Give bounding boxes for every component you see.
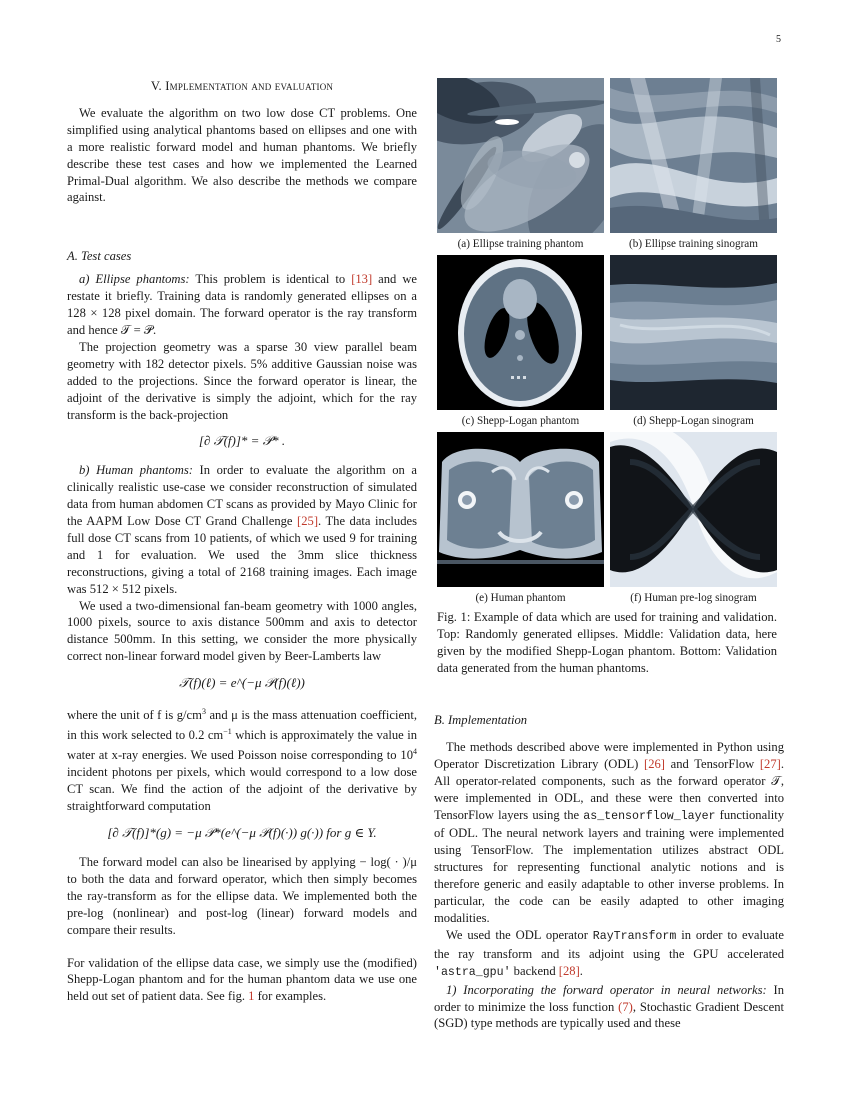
text-run: .	[579, 963, 583, 978]
implementation-paragraph-3	[434, 982, 784, 1033]
text-run: for examples.	[254, 989, 327, 1004]
equation-beer-lambert: 𝒯(f)(ℓ) = e^(−μ 𝒫(f)(ℓ))	[179, 675, 305, 691]
ellipse-paragraph-1	[67, 271, 417, 339]
human-sinogram-image	[610, 432, 777, 587]
human-phantom-image	[437, 432, 604, 587]
text-run: . All operator-related components, such as the forward operator 𝒯, were implemented in ODL, and these were then converted into TensorFlow layers using the	[434, 756, 784, 822]
superscript: 4	[413, 747, 417, 757]
equation-link[interactable]: (7)	[618, 999, 633, 1014]
text-run: functionality of ODL. The neural network layers and training were implemented using TensorFlow. The implementation utilizes abstract ODL structures for representing functional analytic notions and is therefore generic and easily adaptable to other inverse problems. In particular, the code can be easily adapted to other imaging modalities.	[434, 807, 784, 925]
superscript: 3	[201, 707, 206, 717]
subsection-b-title: B. Implementation	[434, 713, 528, 727]
text-run: incident photons per pixels, which would correspond to a low dose CT scan. We find the action of the adjoint of the derivative by straightforward computation	[67, 765, 417, 814]
subfigure-label: (f) Human pre-log sinogram	[630, 592, 757, 604]
subfigure-label: (a) Ellipse training phantom	[457, 238, 584, 250]
code-span: 'astra_gpu'	[434, 965, 511, 979]
subfigure-f	[610, 432, 777, 609]
code-span: RayTransform	[592, 929, 677, 943]
text-run: and μ is the mass attenuation coefficient, in this work selected to 0.2 cm	[67, 708, 417, 743]
citation-link[interactable]: [26]	[644, 756, 665, 771]
text-run: . The data includes full dose CT scans from 10 patients, of which we used 9 for training and 1 for evaluation. We used the 3mm slice thickness reconstructions, giving a total of 2168 training images. Each image was 512 × 512 pixels.	[67, 514, 417, 596]
implementation-paragraph-2	[434, 927, 784, 982]
subfigure-a	[437, 78, 604, 255]
equation-derivative-adjoint: [∂ 𝒯(f)]*(g) = −μ 𝒫*(e^(−μ 𝒫(f)(·)) g(·)) for g ∈ Y.	[107, 825, 377, 841]
text-run: In order to evaluate the algorithm on a clinically realistic use-case we consider reconstruction of simulated data from human abdomen CT scans as provided by Mayo Clinic for the AAPM Low Dose CT Grand Challenge	[67, 463, 417, 529]
subfigure-c	[437, 255, 604, 432]
page-number: 5	[776, 34, 781, 45]
equation-adjoint: [∂ 𝒯(f)]* = 𝒫* .	[198, 433, 286, 449]
ellipse-phantom-image	[437, 78, 604, 233]
citation-link[interactable]: [25]	[297, 514, 319, 529]
text-run: We used the ODL operator	[446, 927, 593, 942]
implementation-paragraph-1	[434, 739, 784, 927]
section-title	[67, 78, 417, 95]
subfigure-label: (c) Shepp-Logan phantom	[461, 415, 580, 427]
shepp-logan-sinogram-image	[610, 255, 777, 410]
code-span: as_tensorflow_layer	[583, 809, 716, 823]
subfigure-label: (e) Human phantom	[475, 592, 566, 604]
human-head: b) Human phantoms:	[79, 463, 193, 478]
text-run: where the unit of f is g/cm	[67, 708, 202, 723]
text-run: and we restate it briefly. Training data is randomly generated ellipses on a 128 × 128 pixel domain. The forward operator is the ray transform and hence 𝒯 = 𝒫.	[67, 272, 417, 337]
text-run: In order to minimize the loss function	[434, 982, 784, 1014]
text-run: backend	[510, 963, 559, 978]
human-paragraph-1	[67, 462, 417, 597]
subfigure-label: (d) Shepp-Logan sinogram	[633, 415, 754, 427]
citation-link[interactable]: [27]	[759, 756, 781, 771]
text-run: For validation of the ellipse data case, we simply use the (modified) Shepp-Logan phantom and for the human phantom data we use one held out set of patient data. See fig.	[67, 955, 417, 1004]
subfigure-label: (b) Ellipse training sinogram	[629, 238, 758, 250]
subsection-a-title: A. Test cases	[67, 249, 132, 264]
right-column	[434, 712, 784, 1032]
human-paragraph-4: The forward model can also be linearised by applying − log( · )/μ to both the data and forward operator, which then simply becomes the ray-transform as for the ellipse data. We implemented both the pre-log (nonlinear) and post-log (linear) forward models and compare their results.	[67, 855, 417, 937]
subfigure-e	[437, 432, 604, 609]
left-column	[67, 78, 417, 1005]
citation-link[interactable]: [28]	[558, 963, 580, 978]
ellipse-paragraph-2: The projection geometry was a sparse 30 view parallel beam geometry with 182 detector pixels. 5% additive Gaussian noise was added to the projections. Since the forward operator is linear, the adjoint of the derivative is simply the adjoint, which for the ray transform is the back-projection	[67, 339, 417, 422]
text-run: The methods described above were implemented in Python using Operator Discretization Library (ODL)	[434, 739, 784, 771]
superscript: −1	[223, 727, 232, 737]
text-run: and TensorFlow	[664, 756, 760, 771]
text-run: which is approximately the value in water at x-ray energies. We used Poisson noise corresponding to 10	[67, 728, 417, 763]
human-paragraph-3	[67, 704, 417, 815]
section-intro: We evaluate the algorithm on two low dose CT problems. One simplified using analytical phantoms based on ellipses and one with a more realistic forward model and human phantoms. We briefly describe these test cases and how we implemented the Learned Primal-Dual algorithm. We also describe the methods we compare against.	[67, 105, 417, 205]
citation-link[interactable]: [13]	[351, 272, 373, 287]
ellipse-head: a) Ellipse phantoms:	[79, 272, 190, 287]
subfigure-b	[610, 78, 777, 255]
figure-link[interactable]: 1	[248, 989, 255, 1004]
ellipse-sinogram-image	[610, 78, 777, 233]
section-numeral: V.	[150, 79, 162, 93]
human-paragraph-2: We used a two-dimensional fan-beam geometry with 1000 angles, 1000 pixels, source to axis distance 500mm and axis to detector distance 500mm. In this setting, we consider the more physically correct non-linear forward model given by Beer-Lamberts law	[67, 598, 417, 664]
figure-1	[437, 78, 777, 677]
paragraph-head: 1) Incorporating the forward operator in neural networks:	[446, 982, 767, 997]
text-run: This problem is identical to	[195, 272, 352, 287]
shepp-logan-phantom-image	[437, 255, 604, 410]
figure-caption: Fig. 1: Example of data which are used for training and validation. Top: Randomly generated ellipses. Middle: Validation data, here given by the modified Shepp-Logan phantom. Bottom: Validation data generated from the human phantoms.	[437, 610, 777, 675]
human-paragraph-5	[67, 955, 417, 1006]
text-run: in order to evaluate the ray transform and its adjoint using the GPU accelerated	[434, 927, 784, 961]
section-title-text: Implementation and evaluation	[165, 79, 334, 93]
text-run: , Stochastic Gradient Descent (SGD) type methods are typically used and these	[434, 999, 784, 1031]
subfigure-d	[610, 255, 777, 432]
